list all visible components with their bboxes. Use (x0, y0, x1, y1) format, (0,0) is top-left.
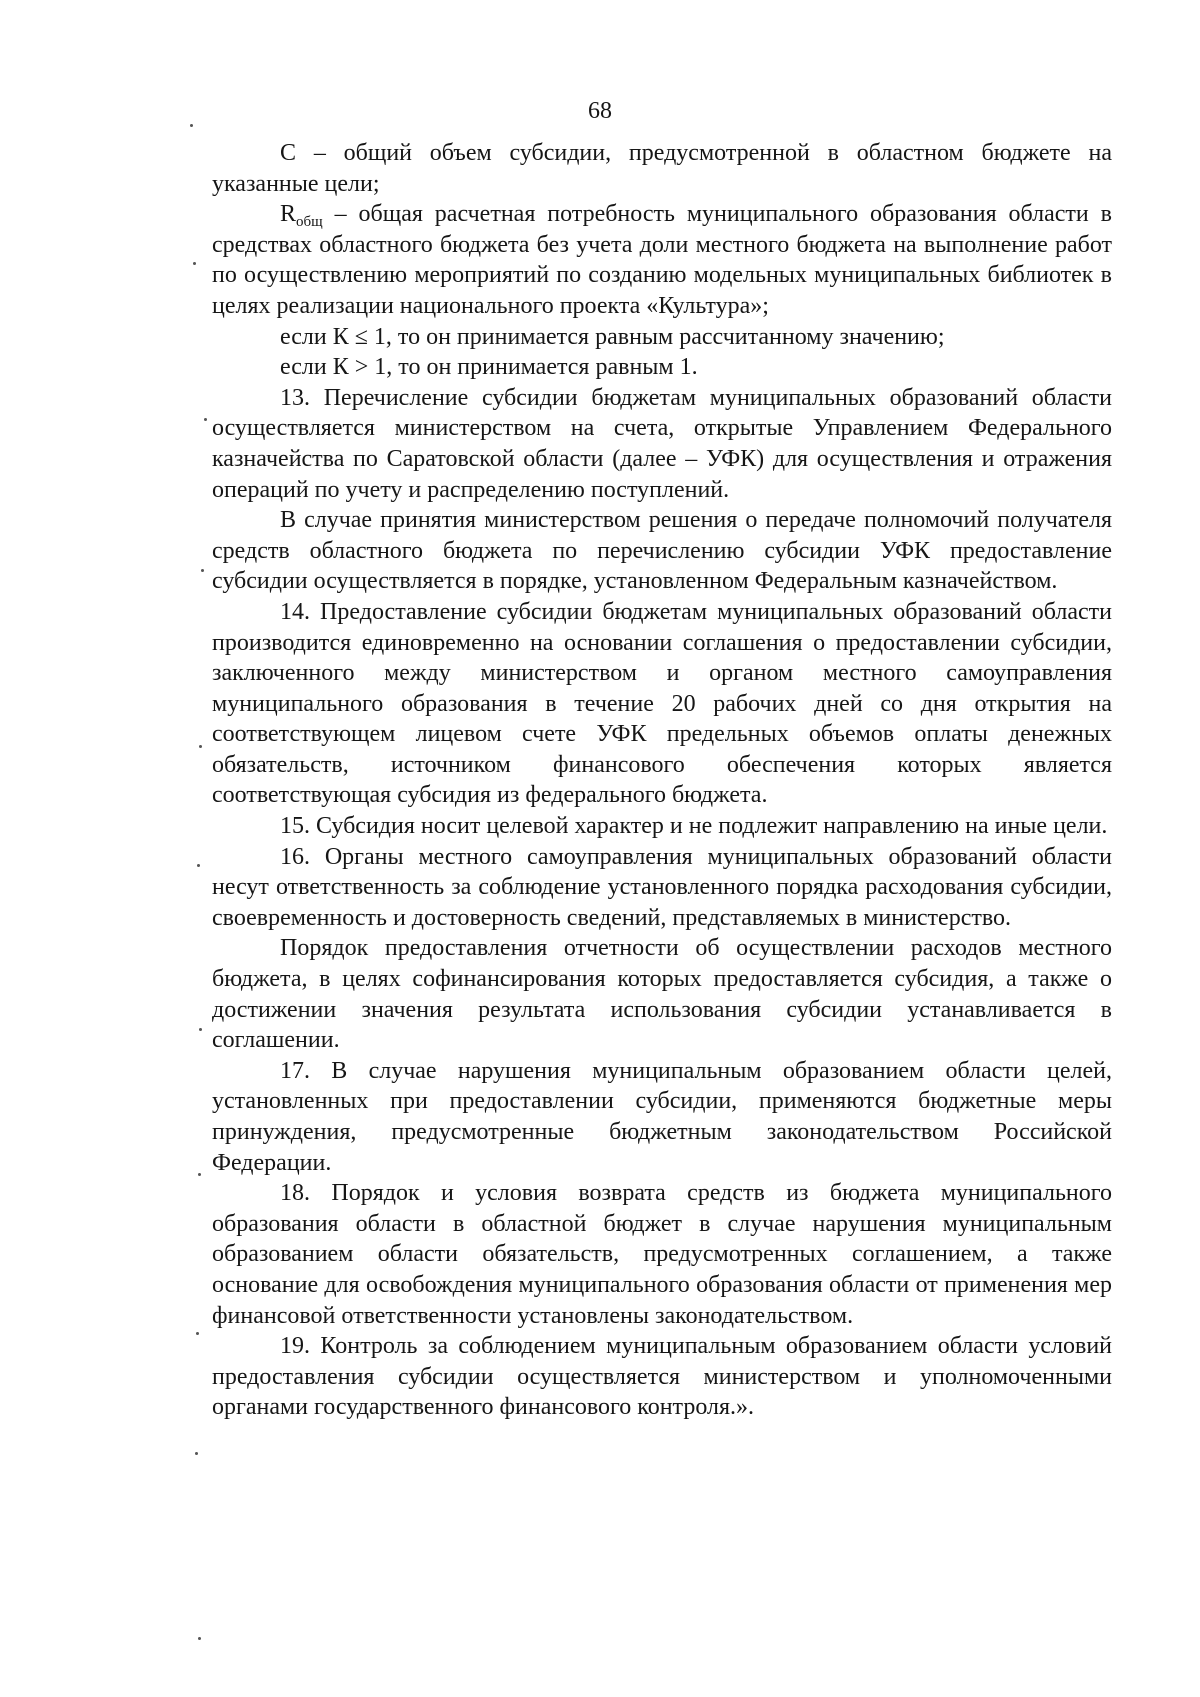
r-definition-text: – общая расчетная потребность муниципального образования области в средствах областного бюджета без учета доли местного бюджета на выполнение работ по осуществлению мероприятий по созданию модельных муниципальных библиотек в целях реализации национального проекта «Культура»; (212, 201, 1112, 319)
paragraph-r-definition (212, 199, 1112, 321)
scan-speck (199, 745, 202, 748)
r-symbol: R (280, 201, 297, 228)
paragraph-item-15: 15. Субсидия носит целевой характер и не подлежит направлению на иные цели. (280, 813, 1108, 840)
paragraph-item-13: 13. Перечисление субсидии бюджетам муниципальных образований области осуществляется министерством на счета, открытые Управлением Федерального казначейства по Саратовской области (далее – УФК) для осуществления и отражения операций по учету и распределению поступлений. (212, 384, 1112, 503)
document-body (212, 138, 1112, 1423)
paragraph-k-gt-1: если К > 1, то он принимается равным 1. (280, 354, 698, 381)
scan-speck (199, 1028, 202, 1031)
scan-speck (198, 1173, 201, 1176)
scan-speck (195, 1452, 198, 1455)
paragraph-item-16-continuation: Порядок предоставления отчетности об осуществлении расходов местного бюджета, в целях софинансирования которых предоставляется субсидия, а также о достижении значения результата использования субсидии устанавливается в соглашении. (212, 935, 1112, 1054)
scan-speck (193, 262, 196, 265)
page-number: 68 (588, 98, 612, 124)
scan-speck (190, 124, 193, 127)
scan-speck (196, 1332, 199, 1335)
r-subscript: общ (296, 214, 323, 231)
paragraph-item-19: 19. Контроль за соблюдением муниципальным образованием области условий предоставления субсидии осуществляется министерством и уполномоченными органами государственного финансового контроля.». (212, 1333, 1112, 1421)
scan-speck (198, 1637, 201, 1640)
paragraph-c-definition: С – общий объем субсидии, предусмотренной в областном бюджете на указанные цели; (212, 140, 1112, 197)
scan-speck (197, 864, 200, 867)
paragraph-item-13-continuation: В случае принятия министерством решения о передаче полномочий получателя средств областного бюджета по перечислению субсидии УФК предоставление субсидии осуществляется в порядке, установленном Федеральным казначейством. (212, 507, 1112, 595)
paragraph-item-14: 14. Предоставление субсидии бюджетам муниципальных образований области производится единовременно на основании соглашения о предоставлении субсидии, заключенного между министерством и органом местного самоуправления муниципального образования в течение 20 рабочих дней со дня открытия на соответствующем лицевом счете УФК предельных объемов оплаты денежных обязательств, источником финансового обеспечения которых является соответствующая субсидия из федерального бюджета. (212, 598, 1112, 809)
scan-speck (201, 569, 204, 572)
scan-speck (204, 418, 207, 421)
paragraph-k-le-1: если К ≤ 1, то он принимается равным рассчитанному значению; (280, 323, 945, 350)
paragraph-item-16: 16. Органы местного самоуправления муниципальных образований области несут ответственность за соблюдение установленного порядка расходования субсидии, своевременность и достоверность сведений, представляемых в министерство. (212, 843, 1112, 931)
paragraph-item-18: 18. Порядок и условия возврата средств из бюджета муниципального образования области в областной бюджет в случае нарушения муниципальным образованием области обязательств, предусмотренных соглашением, а также основание для освобождения муниципального образования области от применения мер финансовой ответственности установлены законодательством. (212, 1180, 1112, 1329)
paragraph-item-17: 17. В случае нарушения муниципальным образованием области целей, установленных при предоставлении субсидии, применяются бюджетные меры принуждения, предусмотренные бюджетным законодательством Российской Федерации. (212, 1057, 1112, 1176)
